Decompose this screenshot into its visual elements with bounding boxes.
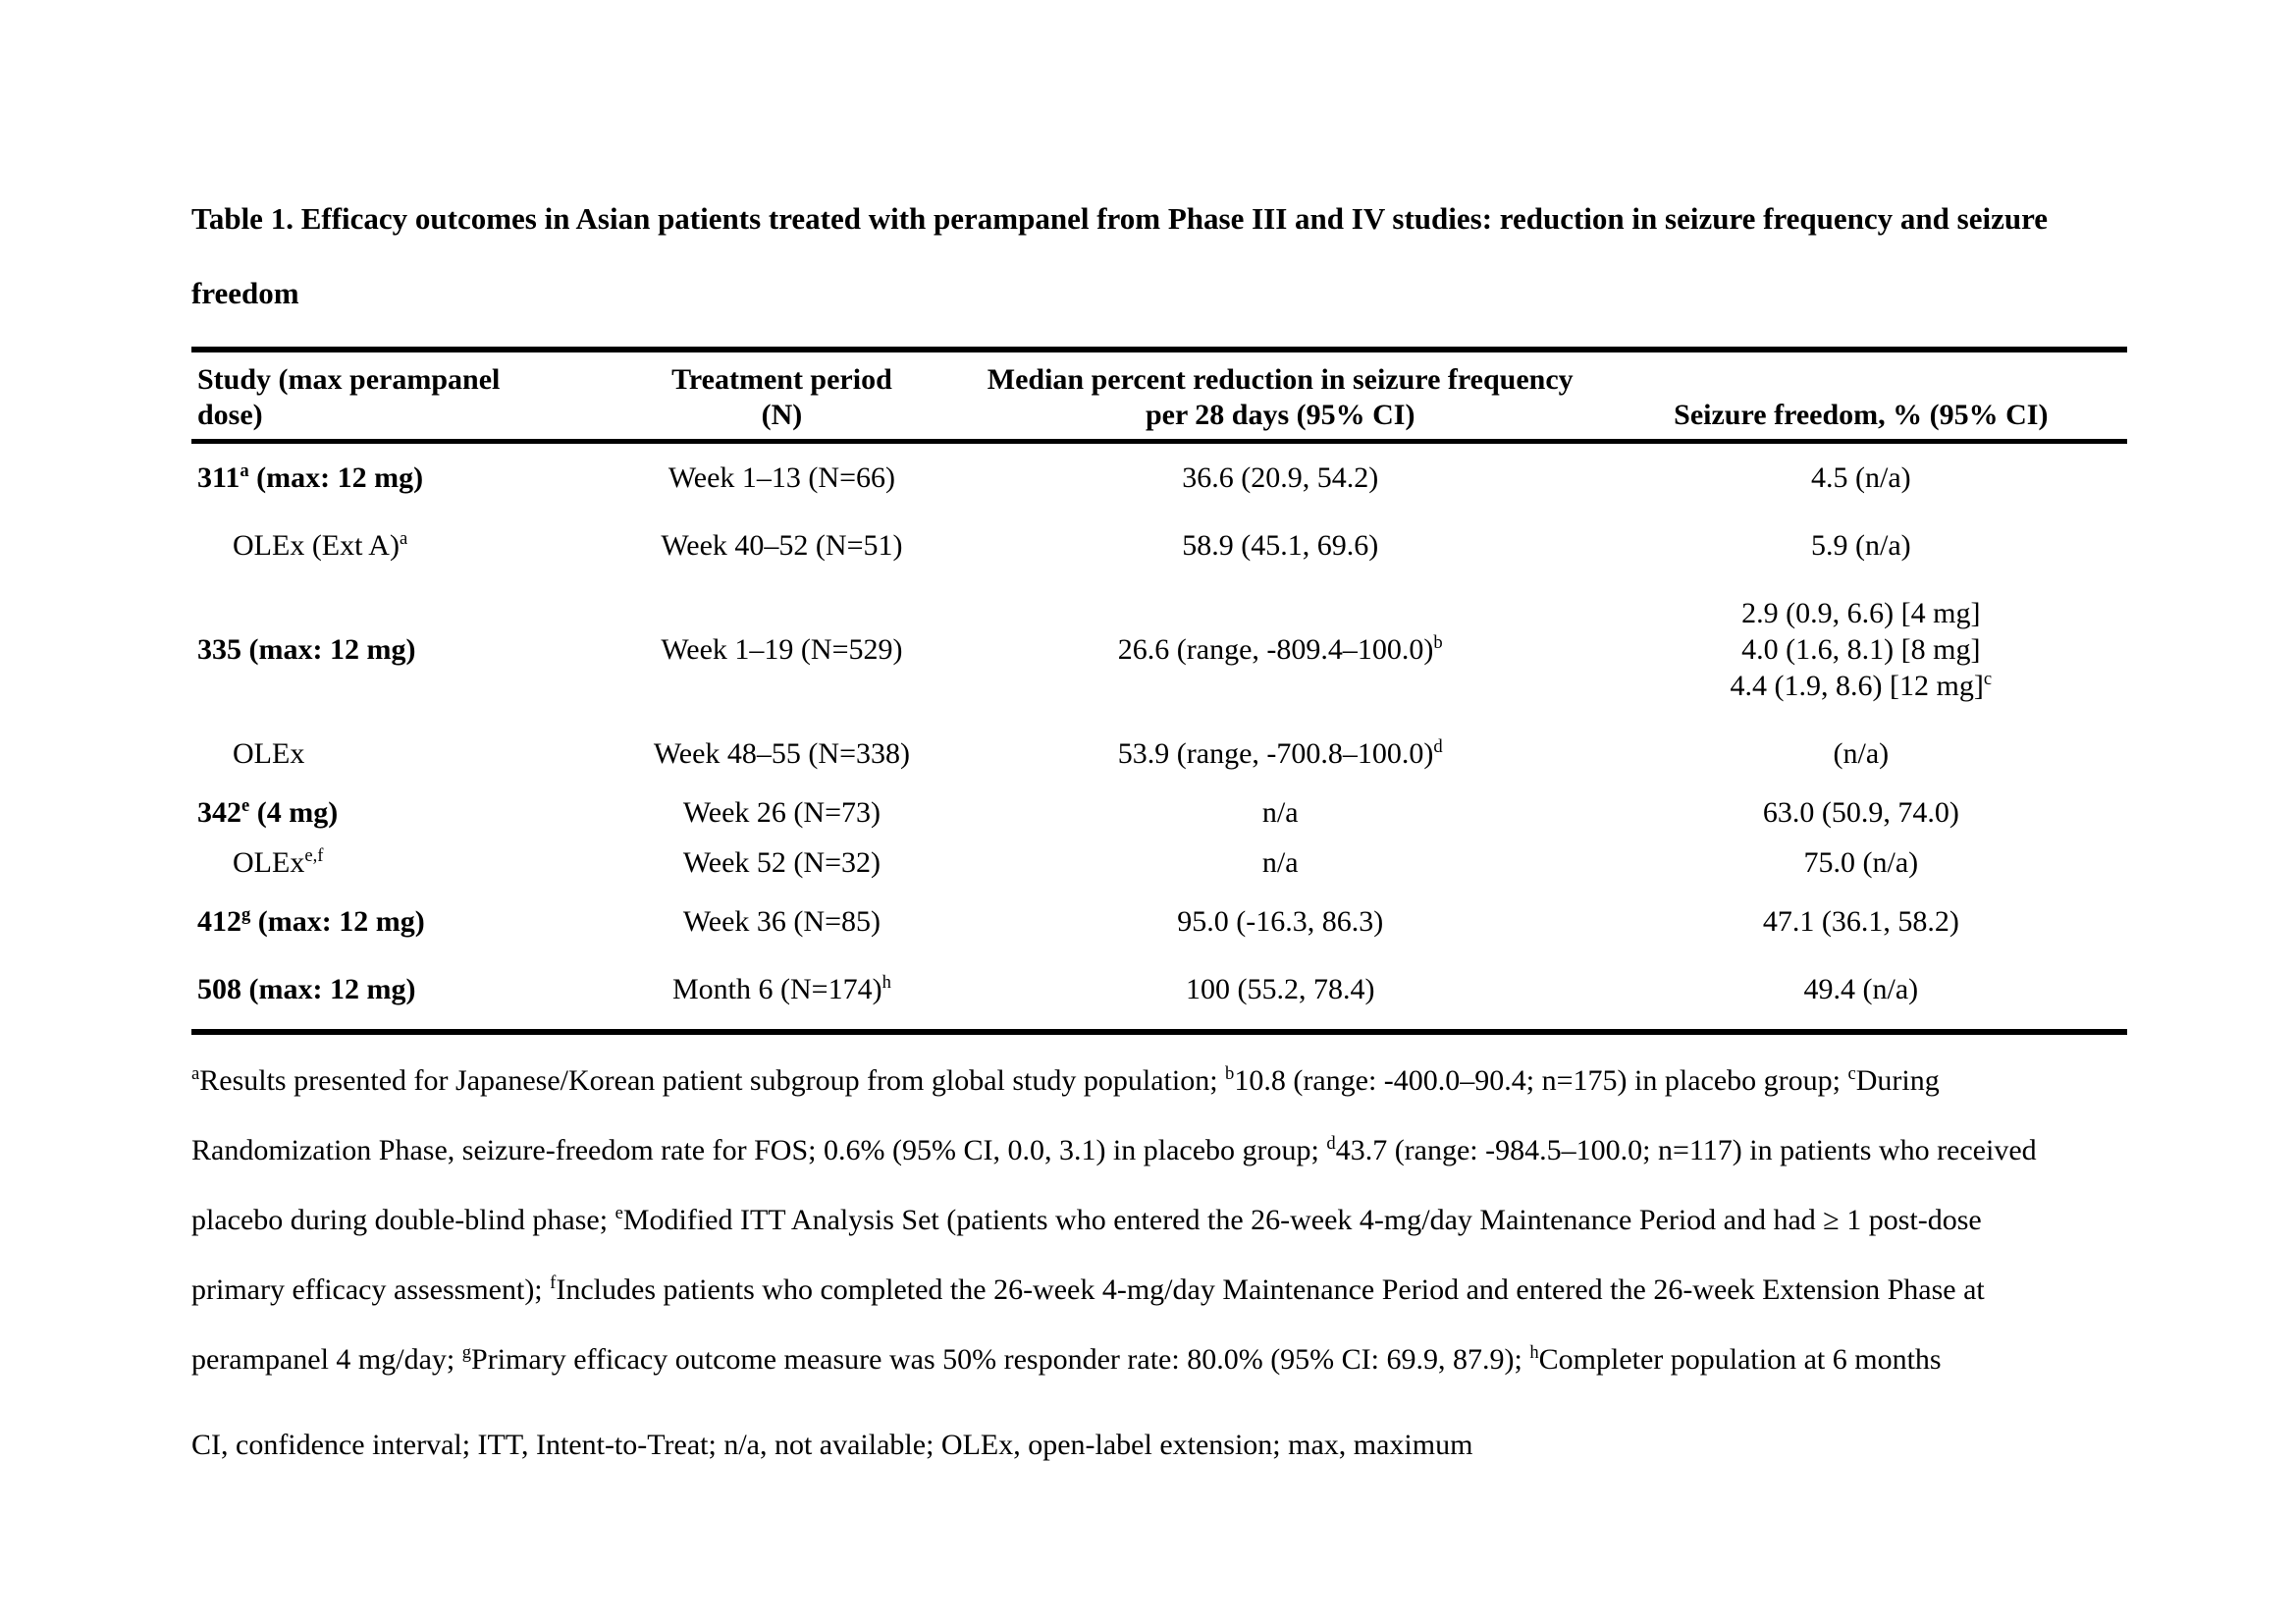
col-header-treatment-period-line-1: Treatment period: [671, 363, 892, 396]
median-reduction-line-1: n/a: [1261, 846, 1299, 879]
table-title-line-2: freedom: [191, 276, 299, 310]
footnote-marker: a: [399, 528, 408, 549]
median-reduction-line-1: 100 (55.2, 78.4): [1185, 973, 1375, 1005]
cell-study: 342e (4 mg): [197, 795, 339, 829]
seizure-freedom-line-1: 75.0 (n/a): [1803, 846, 1919, 879]
cell-study: 508 (max: 12 mg): [197, 973, 416, 1005]
seizure-freedom-line-1: (n/a): [1833, 737, 1890, 770]
footnote-marker: h: [881, 972, 891, 993]
col-header-seizure-freedom-line-1: Seizure freedom, % (95% CI): [1674, 399, 2049, 431]
table-body: [191, 444, 2127, 1035]
cell-treatment-period: Week 1–19 (N=529): [661, 633, 903, 666]
table-footnotes: [191, 1062, 2127, 1463]
col-header-study-line-2: dose): [197, 399, 263, 431]
cell-median-reduction: [966, 903, 1595, 940]
footnote-marker: g: [461, 1342, 472, 1363]
footnote-marker: f: [550, 1272, 557, 1293]
cell-treatment-period: Week 1–13 (N=66): [667, 461, 895, 494]
footnote-marker: d: [1326, 1133, 1336, 1154]
cell-seizure-freedom: [1595, 460, 2127, 496]
cell-seizure-freedom: [1595, 527, 2127, 564]
cell-median-reduction: [966, 527, 1595, 564]
col-header-seizure-freedom: [1595, 398, 2127, 433]
table-row: [191, 888, 2127, 955]
cell-seizure-freedom: [1595, 844, 2127, 881]
cell-seizure-freedom: [1595, 903, 2127, 940]
seizure-freedom-line-3: 4.4 (1.9, 8.6) [12 mg]$^c$: [1730, 669, 1993, 702]
median-reduction-line-1: 53.9 (range, -700.8–100.0)$^d$: [1117, 736, 1443, 770]
cell-study: 335 (max: 12 mg): [197, 633, 416, 666]
cell-median-reduction: [966, 460, 1595, 496]
footnote-marker: b: [1225, 1063, 1235, 1084]
footnote-marker: e: [241, 795, 250, 816]
cell-study: 311$^a$ (max: 12 mg): [197, 460, 424, 494]
seizure-freedom-line-2: 4.0 (1.6, 8.1) [8 mg]: [1741, 633, 1981, 666]
seizure-freedom-line-1: 47.1 (36.1, 58.2): [1762, 905, 1959, 938]
seizure-freedom-line-1: 49.4 (n/a): [1803, 973, 1919, 1005]
table-row: [191, 444, 2127, 512]
cell-study: OLEx$^{e,f}$: [233, 845, 324, 879]
footnote-marker: c: [1983, 669, 1993, 689]
footnote-line: placebo during double-blind phase; $^e$Modified ITT Analysis Set (patients who entered the 26-week 4-mg/day Maintenance Period and had ≥ 1 post-dose: [191, 1203, 1982, 1236]
cell-median-reduction: [966, 844, 1595, 881]
footnote-marker: b: [1433, 632, 1443, 653]
footnote-line: primary efficacy assessment); $^f$Includes patients who completed the 26-week 4-mg/day Maintenance Period and entered the 26-week Extension Phase at: [191, 1272, 1985, 1306]
col-header-median-reduction: [966, 362, 1595, 433]
median-reduction-line-1: 58.9 (45.1, 69.6): [1182, 529, 1379, 562]
table-row: [191, 512, 2127, 579]
seizure-freedom-line-1: 5.9 (n/a): [1811, 529, 1911, 562]
table-title: [191, 201, 2127, 311]
footnote-marker: a: [191, 1063, 200, 1084]
cell-median-reduction: [966, 971, 1595, 1007]
median-reduction-line-1: 26.6 (range, -809.4–100.0)$^b$: [1117, 632, 1443, 666]
table-title-line-1: Table 1. Efficacy outcomes in Asian patients treated with perampanel from Phase III and IV studies: reduction in seizure frequency and seizure: [191, 201, 2049, 236]
cell-seizure-freedom: [1595, 971, 2127, 1007]
cell-treatment-period: Week 40–52 (N=51): [661, 529, 903, 562]
seizure-freedom-line-1: 63.0 (50.9, 74.0): [1762, 796, 1959, 829]
col-header-treatment-period: [598, 362, 966, 433]
footnote-line: perampanel 4 mg/day; $^g$Primary efficacy outcome measure was 50% responder rate: 80.0% (95% CI: 69.9, 87.9); $^h$Completer population at 6 months: [191, 1342, 1942, 1376]
cell-treatment-period: Week 36 (N=85): [682, 905, 881, 938]
manuscript-page: [191, 201, 2127, 1496]
cell-treatment-period: Month 6 (N=174)$^h$: [672, 972, 891, 1005]
footnote-marker: c: [1847, 1063, 1856, 1084]
cell-seizure-freedom: [1595, 735, 2127, 772]
footnote-marker: a: [240, 460, 249, 481]
cell-median-reduction: [966, 735, 1595, 772]
footnote-marker: e,f: [304, 845, 324, 866]
cell-seizure-freedom: [1595, 595, 2127, 704]
cell-study: OLEx (Ext A)$^a$: [233, 528, 408, 562]
seizure-freedom-line-1: 4.5 (n/a): [1811, 461, 1911, 494]
footnote-marker: h: [1529, 1342, 1539, 1363]
footnote-marker: e: [614, 1203, 623, 1223]
col-header-study: [191, 362, 598, 433]
cell-median-reduction: [966, 631, 1595, 668]
cell-seizure-freedom: [1595, 794, 2127, 831]
cell-treatment-period: Week 48–55 (N=338): [653, 737, 910, 770]
median-reduction-line-1: 95.0 (-16.3, 86.3): [1177, 905, 1384, 938]
table-row: [191, 720, 2127, 787]
table-row: [191, 579, 2127, 720]
footnote-marker: d: [1433, 736, 1443, 757]
cell-study: 412$^g$ (max: 12 mg): [197, 904, 425, 938]
col-header-median-reduction-line-2: per 28 days (95% CI): [1146, 399, 1415, 431]
footnote-marker: g: [241, 904, 251, 925]
table-row: [191, 955, 2127, 1035]
table-row: [191, 838, 2127, 888]
col-header-treatment-period-line-2: (N): [761, 399, 803, 431]
col-header-median-reduction-line-1: Median percent reduction in seizure frequency: [987, 363, 1574, 396]
seizure-freedom-line-1: 2.9 (0.9, 6.6) [4 mg]: [1741, 597, 1981, 629]
footnote-line: Randomization Phase, seizure-freedom rate for FOS; 0.6% (95% CI, 0.0, 3.1) in placebo group; $^d$43.7 (range: -984.5–100.0; n=117) in patients who received: [191, 1133, 2037, 1166]
table-header-row: [191, 352, 2127, 444]
cell-median-reduction: [966, 794, 1595, 831]
cell-treatment-period: Week 26 (N=73): [682, 796, 881, 829]
abbreviations-line: CI, confidence interval; ITT, Intent-to-Treat; n/a, not available; OLEx, open-label extension; max, maximum: [191, 1429, 1473, 1461]
efficacy-table: [191, 347, 2127, 1035]
table-row: [191, 787, 2127, 838]
cell-study: OLEx: [233, 737, 305, 770]
cell-treatment-period: Week 52 (N=32): [682, 846, 881, 879]
footnote-line: $^a$Results presented for Japanese/Korean patient subgroup from global study population; $^b$10.8 (range: -400.0–90.4; n=175) in placebo group; $^c$During: [191, 1063, 1940, 1097]
median-reduction-line-1: 36.6 (20.9, 54.2): [1182, 461, 1379, 494]
median-reduction-line-1: n/a: [1261, 796, 1299, 829]
col-header-study-line-1: Study (max perampanel: [197, 363, 501, 396]
